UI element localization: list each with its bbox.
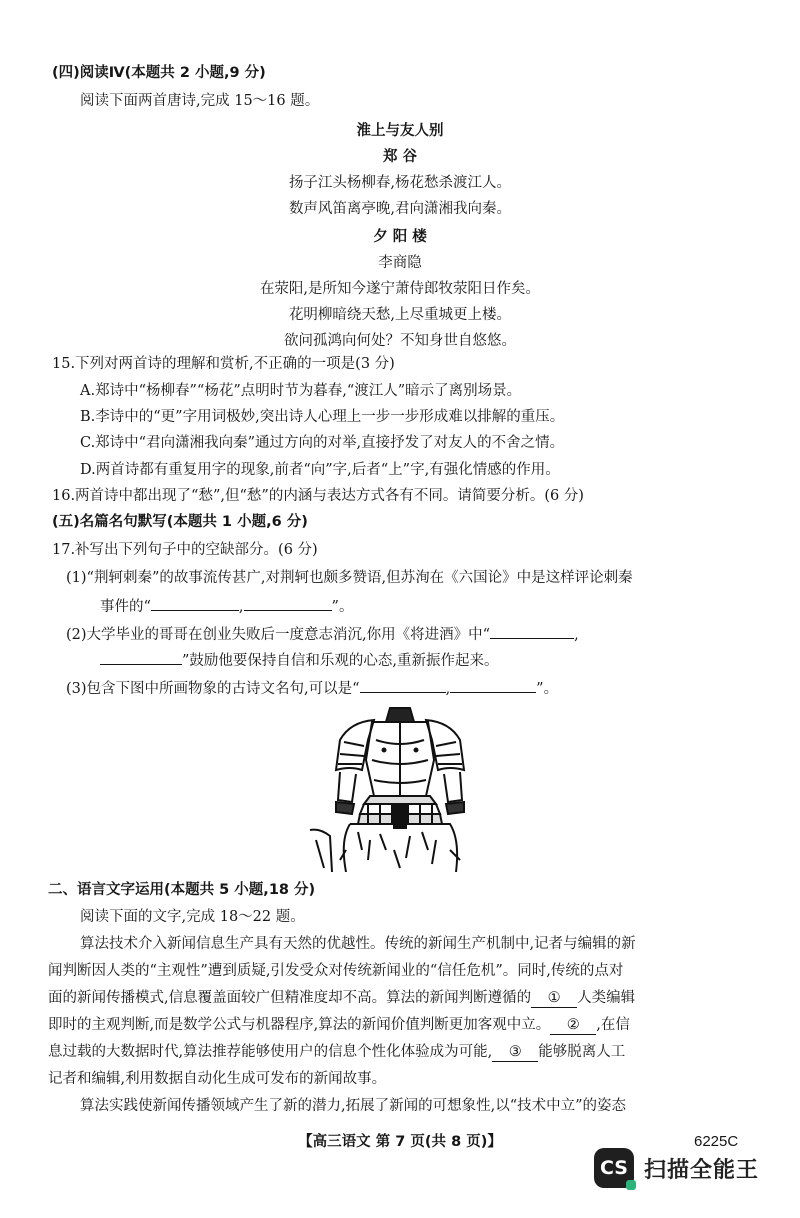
answer-blank[interactable]: [450, 678, 536, 693]
question-15-option-a: A.郑诗中“杨柳春”“杨花”点明时节为暮春,“渡江人”暗示了离别场景。: [80, 383, 522, 399]
part-2-heading: 二、语言文字运用(本题共 5 小题,18 分): [48, 882, 316, 898]
question-17-stem: 17.补写出下列句子中的空缺部分。(6 分): [52, 542, 318, 558]
poem-2-author: 李商隐: [378, 255, 422, 271]
paper-code: 6225C: [694, 1133, 739, 1150]
part-2-instruction: 阅读下面的文字,完成 18～22 题。: [80, 909, 305, 925]
question-17-part-2-line-1: (2)大学毕业的哥哥在创业失败后一度意志消沉,你用《将进酒》中“ ,: [66, 624, 579, 644]
question-17-part-3: (3)包含下图中所画物象的古诗文名句,可以是“ , ”。: [66, 678, 558, 698]
poem-1-author: 郑 谷: [382, 149, 418, 165]
blank-3[interactable]: ③: [492, 1043, 538, 1062]
question-15-option-d: D.两首诗都有重复用字的现象,前者“向”字,后者“上”字,有强化情感的作用。: [80, 462, 560, 478]
scanner-watermark: [594, 1148, 759, 1188]
question-15-stem: 15.下列对两首诗的理解和赏析,不正确的一项是(3 分): [52, 356, 395, 372]
passage-line: 算法技术介入新闻信息生产具有天然的优越性。传统的新闻生产机制中,记者与编辑的新: [80, 936, 636, 952]
poem-1-line-2: 数声风笛离亭晚,君向潇湘我向秦。: [288, 201, 512, 217]
poem-2-line-2: 欲问孤鸿向何处？不知身世自悠悠。: [284, 333, 516, 349]
poem-1-line-1: 扬子江头杨柳春,杨花愁杀渡江人。: [288, 175, 512, 191]
question-17-part-1-line-2: 事件的“ , ”。: [100, 596, 353, 616]
poem-2-line-1: 花明柳暗绕天愁,上尽重城更上楼。: [288, 307, 512, 323]
blank-1[interactable]: ①: [531, 989, 577, 1008]
answer-blank[interactable]: [244, 596, 332, 611]
question-15-option-b: B.李诗中的“更”字用词极妙,突出诗人心理上一步一步形成难以排解的重压。: [80, 409, 565, 425]
question-16-stem: 16.两首诗中都出现了“愁”,但“愁”的内涵与表达方式各有不同。请简要分析。(6 分): [52, 488, 584, 504]
camscanner-logo-icon: CS: [594, 1148, 634, 1188]
answer-blank[interactable]: [490, 624, 574, 639]
answer-blank[interactable]: [360, 678, 446, 693]
passage-line: 即时的主观判断,而是数学公式与机器程序,算法的新闻价值判断更加客观中立。 ② ,在信: [48, 1017, 630, 1033]
poem-1-title: 淮上与友人别: [356, 123, 444, 139]
question-15-option-c: C.郑诗中“君向潇湘我向秦”通过方向的对举,直接抒发了对友人的不舍之情。: [80, 435, 565, 451]
section-4-instruction: 阅读下面两首唐诗,完成 15～16 题。: [80, 93, 320, 109]
section-5-heading: (五)名篇名句默写(本题共 1 小题,6 分): [52, 514, 308, 530]
armor-illustration: [310, 700, 490, 872]
question-17-part-1-line-1: (1)“荆轲刺秦”的故事流传甚广,对荆轲也颇多赞语,但苏洵在《六国论》中是这样评论刺秦: [66, 570, 633, 586]
scanner-name: 扫描全能王: [644, 1157, 760, 1183]
passage-line: 记者和编辑,利用数据自动化生成可发布的新闻故事。: [48, 1071, 387, 1087]
poem-2-preface: 在荥阳,是所知今遂宁萧侍郎牧荥阳日作矣。: [259, 281, 541, 297]
question-17-part-2-line-2: ”鼓励他要保持自信和乐观的心态,重新振作起来。: [100, 650, 499, 670]
blank-2[interactable]: ②: [550, 1016, 596, 1035]
passage-line: 算法实践使新闻传播领域产生了新的潜力,拓展了新闻的可想象性,以“技术中立”的姿态: [80, 1098, 627, 1114]
passage-line: 面的新闻传播模式,信息覆盖面较广但精准度却不高。算法的新闻判断遵循的 ① 人类编辑: [48, 990, 636, 1006]
poem-2-title: 夕 阳 楼: [373, 229, 427, 245]
answer-blank[interactable]: [151, 596, 239, 611]
answer-blank[interactable]: [100, 650, 182, 665]
passage-line: 闻判断因人类的“主观性”遭到质疑,引发受众对传统新闻业的“信任危机”。同时,传统的点对: [48, 963, 624, 979]
section-4-heading: (四)阅读Ⅳ(本题共 2 小题,9 分): [52, 65, 266, 81]
page-footer: 【高三语文 第 7 页(共 8 页)】: [298, 1134, 502, 1150]
passage-line: 息过载的大数据时代,算法推荐能够使用户的信息个性化体验成为可能, ③ 能够脱离人工: [48, 1044, 626, 1060]
